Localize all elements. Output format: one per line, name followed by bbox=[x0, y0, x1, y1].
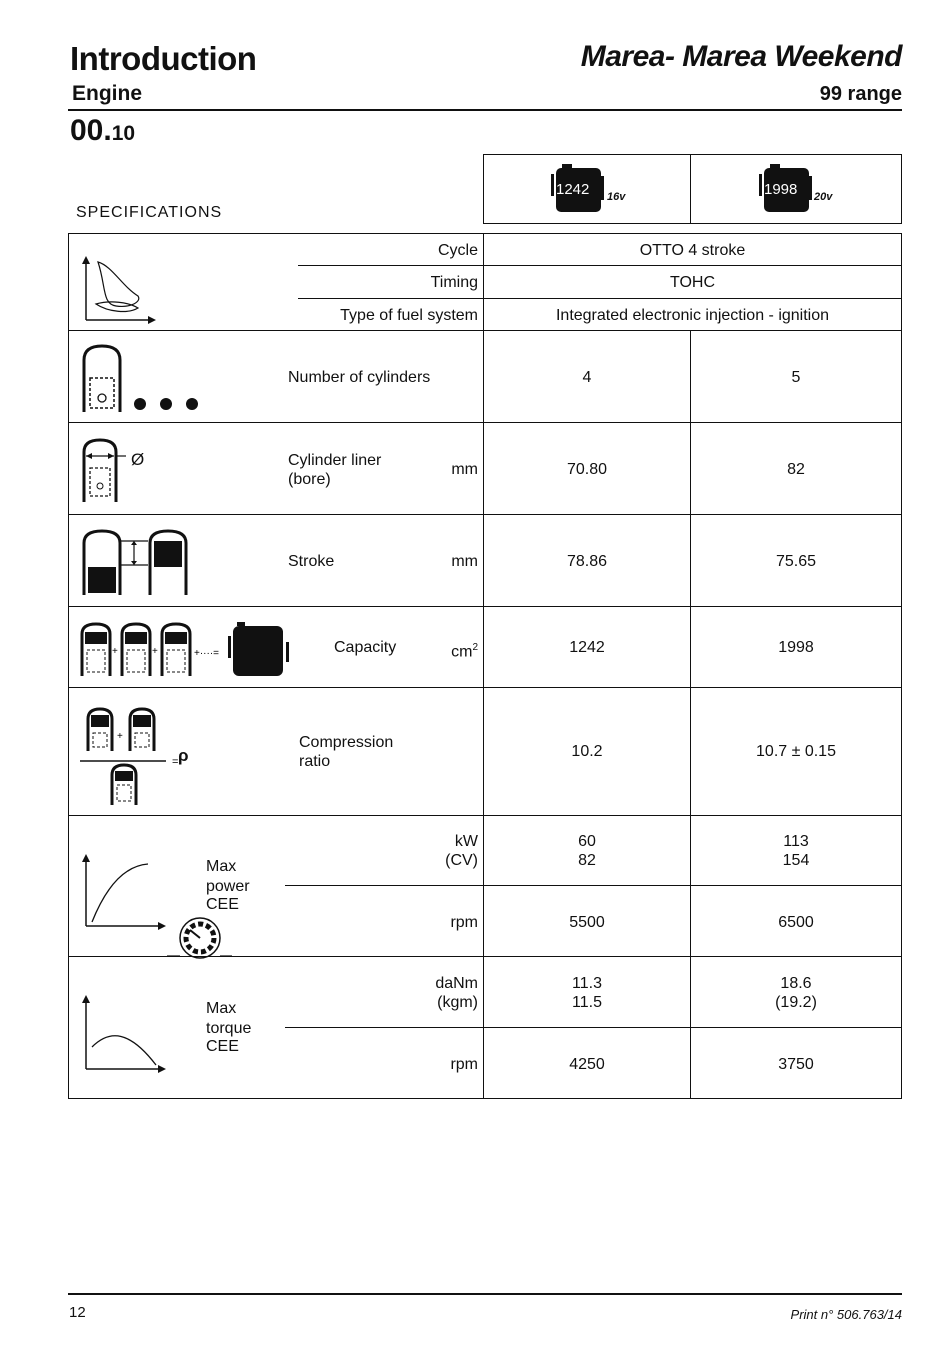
subrow-sep bbox=[298, 233, 483, 234]
capacity-value-1: 1242 bbox=[569, 639, 605, 656]
page-subtitle: Engine bbox=[72, 82, 143, 105]
stroke-unit: mm bbox=[451, 553, 478, 570]
torque-curve-icon bbox=[82, 993, 172, 1077]
table-left bbox=[68, 233, 69, 1099]
compression-label-line2: ratio bbox=[299, 753, 331, 770]
row-sep bbox=[68, 330, 902, 331]
bore-value-1: 70.80 bbox=[566, 461, 608, 478]
fuel-value: Integrated electronic injection - ignition bbox=[555, 307, 830, 324]
bore-unit: mm bbox=[451, 461, 478, 478]
footer-rule bbox=[68, 1293, 902, 1295]
engine-box-top bbox=[483, 154, 902, 155]
stroke-label: Stroke bbox=[288, 553, 335, 570]
model-range: 99 range bbox=[819, 83, 902, 105]
capacity-unit: $cm^2$ bbox=[451, 642, 478, 661]
stroke-icon bbox=[80, 527, 200, 599]
table-bottom bbox=[68, 1098, 902, 1099]
cylinders-value-1: 4 bbox=[582, 369, 592, 386]
cylinders-label: Number of cylinders bbox=[288, 369, 431, 386]
row-sep bbox=[68, 606, 902, 607]
cylinders-icon bbox=[80, 342, 210, 417]
print-number: Print n° 506.763/14 bbox=[790, 1307, 902, 1322]
power-value-1-kw: 60 bbox=[578, 833, 596, 850]
torque-rpm-unit: rpm bbox=[450, 1056, 478, 1073]
power-value-1-cv: 82 bbox=[578, 852, 596, 869]
engine-2-valves: 20v bbox=[814, 191, 833, 203]
torque-label-line3: CEE bbox=[206, 1038, 239, 1055]
svg-text:=: = bbox=[172, 756, 179, 768]
svg-text:+····=: +····= bbox=[194, 648, 219, 659]
power-value-2-cv: 154 bbox=[782, 852, 810, 869]
power-unit-cv: (CV) bbox=[445, 852, 478, 869]
page-number: 12 bbox=[69, 1304, 86, 1321]
bore-symbol: Ø bbox=[131, 450, 145, 469]
engine-1-valves: 16v bbox=[607, 191, 626, 203]
specifications-heading: SPECIFICATIONS bbox=[76, 204, 223, 221]
engine-box-left bbox=[483, 154, 484, 224]
torque-unit-kgm: (kgm) bbox=[437, 994, 478, 1011]
engine-box-mid bbox=[690, 154, 691, 224]
row-sep bbox=[68, 687, 902, 688]
power-rpm-unit: rpm bbox=[450, 914, 478, 931]
power-rpm-value-2: 6500 bbox=[778, 914, 814, 931]
power-label-line1: Max bbox=[206, 858, 237, 875]
timing-value: TOHC bbox=[669, 274, 716, 291]
stroke-value-1: 78.86 bbox=[566, 553, 608, 570]
bore-value-2: 82 bbox=[787, 461, 805, 478]
torque-rpm-value-1: 4250 bbox=[569, 1056, 605, 1073]
header-rule bbox=[68, 109, 902, 111]
cycle-value: OTTO 4 stroke bbox=[639, 242, 746, 259]
cylinders-value-2: 5 bbox=[791, 369, 801, 386]
engine-box-right bbox=[901, 154, 902, 224]
compression-symbol: ρ bbox=[178, 746, 189, 765]
capacity-label: Capacity bbox=[334, 639, 397, 656]
bore-label-line1: Cylinder liner bbox=[288, 452, 382, 469]
torque-value-2-kgm: (19.2) bbox=[775, 994, 817, 1011]
engine-box-bottom bbox=[483, 223, 902, 224]
subrow-sep bbox=[285, 885, 902, 886]
section-number: 00.10 bbox=[70, 114, 136, 147]
compression-value-2: 10.7 ± 0.15 bbox=[756, 743, 836, 760]
compression-label-line1: Compression bbox=[299, 734, 394, 751]
power-value-2-kw: 113 bbox=[783, 833, 809, 850]
power-rpm-value-1: 5500 bbox=[569, 914, 605, 931]
capacity-icon bbox=[80, 620, 295, 680]
svg-text:+: + bbox=[117, 731, 123, 742]
torque-rpm-value-2: 3750 bbox=[778, 1056, 814, 1073]
compression-value-1: 10.2 bbox=[571, 743, 603, 760]
table-top bbox=[68, 233, 902, 234]
svg-text:+: + bbox=[112, 646, 118, 657]
torque-value-1-kgm: 11.5 bbox=[572, 994, 602, 1011]
engine-1-code: 1242 bbox=[556, 181, 590, 198]
subrow-sep bbox=[298, 298, 902, 299]
capacity-value-2: 1998 bbox=[778, 639, 814, 656]
stroke-value-2: 75.65 bbox=[775, 553, 817, 570]
model-name: Marea- Marea Weekend bbox=[580, 40, 902, 73]
subrow-sep bbox=[298, 265, 902, 266]
bore-label-line2: (bore) bbox=[288, 471, 331, 488]
power-unit-kw: kW bbox=[454, 833, 478, 850]
table-divider-values bbox=[483, 233, 484, 1099]
cycle-diagram-icon bbox=[82, 256, 162, 326]
torque-value-2-danm: 18.6 bbox=[780, 975, 812, 992]
torque-value-1-danm: 11.3 bbox=[572, 975, 602, 992]
power-label-line2: power bbox=[206, 878, 250, 895]
subrow-sep bbox=[285, 1027, 902, 1028]
timing-label: Timing bbox=[430, 274, 478, 291]
row-sep bbox=[68, 422, 902, 423]
row-sep bbox=[68, 815, 902, 816]
torque-label-line2: torque bbox=[206, 1020, 252, 1037]
svg-text:+: + bbox=[152, 646, 158, 657]
row-sep bbox=[68, 514, 902, 515]
engine-2-code: 1998 bbox=[764, 181, 798, 198]
fuel-label: Type of fuel system bbox=[340, 307, 478, 324]
torque-label-line1: Max bbox=[206, 1000, 237, 1017]
cycle-label: Cycle bbox=[437, 242, 478, 259]
power-label-line3: CEE bbox=[206, 896, 239, 913]
table-right bbox=[901, 233, 902, 1099]
bore-icon bbox=[80, 436, 140, 506]
page-title: Introduction bbox=[70, 40, 257, 77]
torque-unit-danm: daNm bbox=[435, 975, 478, 992]
